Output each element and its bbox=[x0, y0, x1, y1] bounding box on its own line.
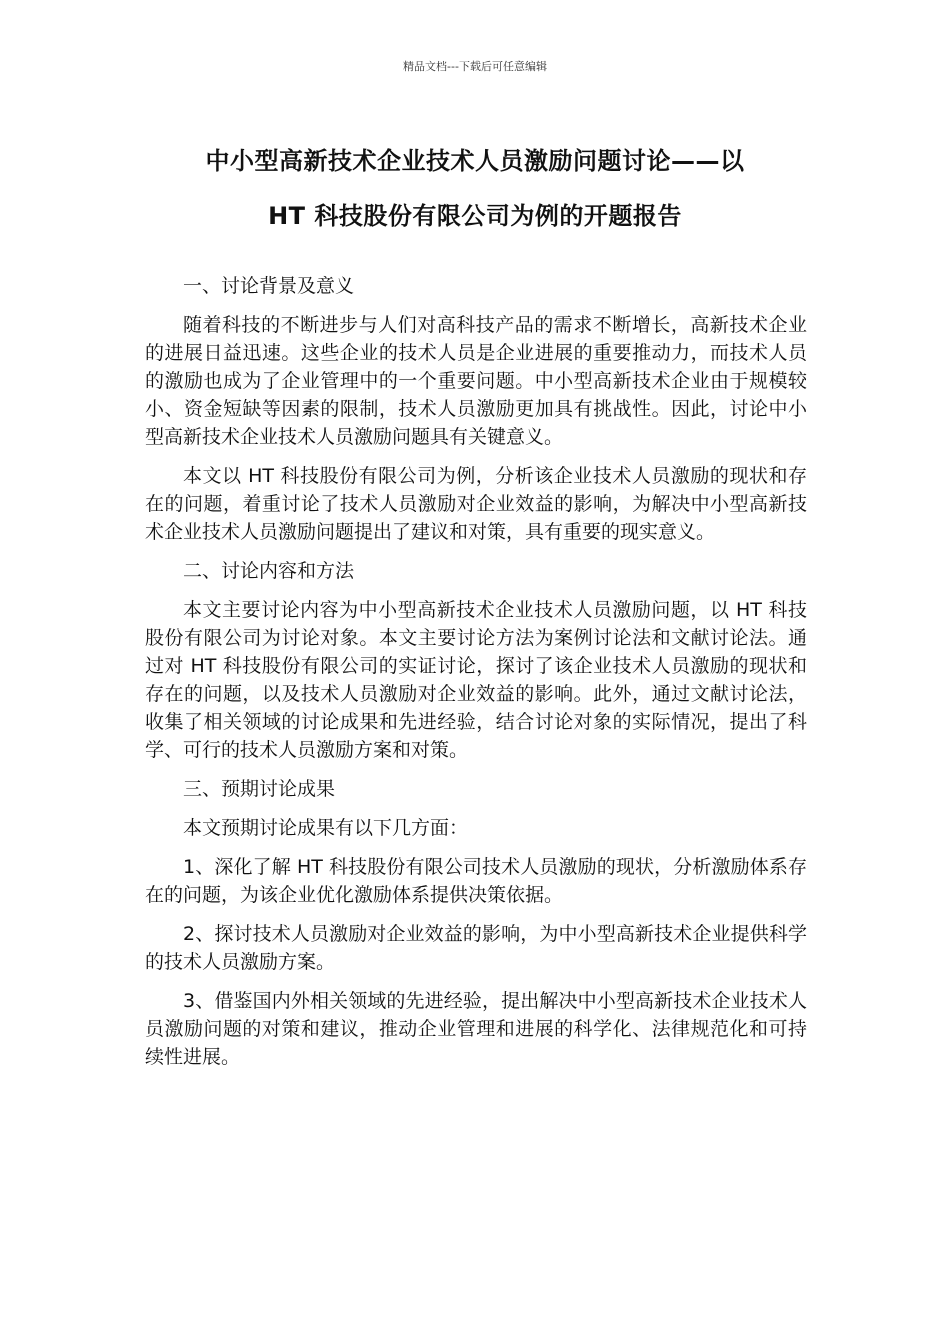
list-item-expected-1: 1、深化了解 HT 科技股份有限公司技术人员激励的现状，分析激励体系存在的问题，为该企业优化激励体系提供决策依据。 bbox=[145, 856, 807, 906]
paragraph-background-2: 本文以 HT 科技股份有限公司为例，分析该企业技术人员激励的现状和存在的问题，着重讨论了技术人员激励对企业效益的影响，为解决中小型高新技术企业技术人员激励问题提出了建议和对策，具有重要的现实意义。 bbox=[145, 465, 807, 543]
section-heading-background: 一、讨论背景及意义 bbox=[183, 275, 355, 297]
section-heading-content-method: 二、讨论内容和方法 bbox=[183, 560, 355, 582]
page-header: 精品文档---下载后可任意编辑 bbox=[403, 60, 547, 73]
list-item-expected-3: 3、借鉴国内外相关领域的先进经验，提出解决中小型高新技术企业技术人员激励问题的对策和建议，推动企业管理和进展的科学化、法律规范化和可持续性进展。 bbox=[145, 990, 807, 1068]
document-title bbox=[120, 134, 830, 244]
paragraph-content-method-1: 本文主要讨论内容为中小型高新技术企业技术人员激励问题，以 HT 科技股份有限公司为讨论对象。本文主要讨论方法为案例讨论法和文献讨论法。通过对 HT 科技股份有限公司的实证讨论，探讨了该企业技术人员激励的现状和存在的问题，以及技术人员激励对企业效益的影响。此外，通过文献讨论法，收集了相关领域的讨论成果和先进经验，结合讨论对象的实际情况，提出了科学、可行的技术人员激励方案和对策。 bbox=[145, 599, 807, 761]
section-heading-expected-results: 三、预期讨论成果 bbox=[183, 778, 336, 800]
document-body bbox=[145, 272, 807, 1082]
document-title-line-2: HT 科技股份有限公司为例的开题报告 bbox=[268, 202, 682, 230]
paragraph-expected-intro: 本文预期讨论成果有以下几方面： bbox=[183, 817, 469, 839]
document-title-line-1: 中小型高新技术企业技术人员激励问题讨论——以 bbox=[205, 147, 745, 175]
paragraph-background-1: 随着科技的不断进步与人们对高科技产品的需求不断增长，高新技术企业的进展日益迅速。这些企业的技术人员是企业进展的重要推动力，而技术人员的激励也成为了企业管理中的一个重要问题。中小型高新技术企业由于规模较小、资金短缺等因素的限制，技术人员激励更加具有挑战性。因此，讨论中小型高新技术企业技术人员激励问题具有关键意义。 bbox=[145, 314, 807, 448]
list-item-expected-2: 2、探讨技术人员激励对企业效益的影响，为中小型高新技术企业提供科学的技术人员激励方案。 bbox=[145, 923, 807, 973]
